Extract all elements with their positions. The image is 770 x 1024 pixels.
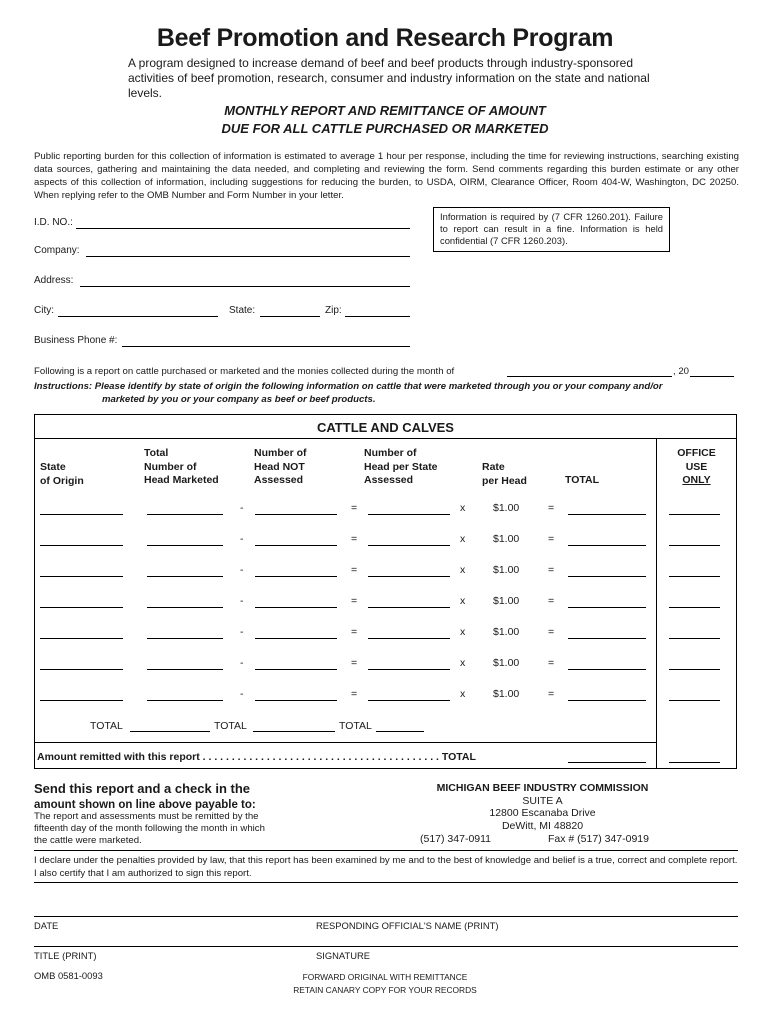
zip-label: Zip:	[325, 305, 342, 316]
head-marketed-field[interactable]	[147, 638, 223, 639]
burden-statement: Public reporting burden for this collection of information is estimated to average 1 hour per response, including the time for reviewing instructions, searching existing data sources, gathering and maintaining the data needed, and completing and reviewing the form. Send comments regarding this burden estimate or any other aspects of this collection of information, including suggestions for reducing the burden, to USDA, OIRM, Clearance Officer, Room 404-W, Washington, DC 20250. When replying refer to the OMB Number and Form Number in your letter.	[34, 151, 739, 201]
head-not-assessed-field[interactable]	[255, 576, 337, 577]
equals-operator: =	[351, 657, 358, 669]
head-assessed-field[interactable]	[368, 607, 450, 608]
commission-street: 12800 Escanaba Drive	[489, 807, 596, 819]
times-operator: x	[460, 657, 466, 669]
times-operator: x	[460, 595, 466, 607]
commission-name: MICHIGAN BEEF INDUSTRY COMMISSION	[436, 782, 649, 794]
report-month-statement: Following is a report on cattle purchased or marketed and the monies collected during the month of	[34, 366, 455, 377]
report-year-field[interactable]	[690, 376, 734, 377]
equals-operator: =	[351, 688, 358, 700]
office-use-divider	[656, 438, 657, 769]
declaration: I declare under the penalties provided by law, that this report has been examined by me and to the best of knowledge and belief is a true, correct and complete report. I also certify that I am authorized to sign this report.	[34, 855, 738, 879]
instructions-line2: marketed by you or your company as beef or beef products.	[102, 394, 376, 405]
rate-value: $1.00	[493, 657, 520, 669]
rate-value: $1.00	[493, 626, 520, 638]
times-operator: x	[460, 564, 466, 576]
total-label-3: TOTAL	[339, 720, 372, 732]
id-no-field[interactable]	[76, 228, 410, 229]
state-origin-field[interactable]	[40, 514, 123, 515]
times-operator: x	[460, 688, 466, 700]
col-rate-per-head: Rate per Head	[482, 461, 527, 487]
total-field-3[interactable]	[376, 731, 424, 732]
head-marketed-field[interactable]	[147, 545, 223, 546]
office-use-field[interactable]	[669, 607, 720, 608]
total-label-1: TOTAL	[90, 720, 123, 732]
head-not-assessed-field[interactable]	[255, 669, 337, 670]
equals-operator: =	[548, 657, 555, 669]
amount-office-field[interactable]	[669, 762, 720, 763]
col-state-of-origin: State of Origin	[40, 461, 84, 487]
equals-operator: =	[351, 502, 358, 514]
business-phone-field[interactable]	[122, 346, 410, 347]
company-field[interactable]	[86, 256, 410, 257]
head-assessed-field[interactable]	[368, 576, 450, 577]
state-origin-field[interactable]	[40, 607, 123, 608]
report-subtitle-line1: MONTHLY REPORT AND REMITTANCE OF AMOUNT	[224, 103, 546, 118]
row-total-field[interactable]	[568, 514, 646, 515]
city-field[interactable]	[58, 316, 218, 317]
head-assessed-field[interactable]	[368, 514, 450, 515]
head-marketed-field[interactable]	[147, 669, 223, 670]
row-total-field[interactable]	[568, 700, 646, 701]
state-origin-field[interactable]	[40, 545, 123, 546]
program-description: A program designed to increase demand of beef and beef products through industry-sponsored activities of beef promotion, research, consumer and industry information on the state and national levels.	[128, 56, 650, 100]
equals-operator: =	[351, 626, 358, 638]
head-not-assessed-field[interactable]	[255, 638, 337, 639]
head-marketed-field[interactable]	[147, 576, 223, 577]
row-total-field[interactable]	[568, 576, 646, 577]
rate-value: $1.00	[493, 595, 520, 607]
table-title-divider	[34, 438, 737, 439]
omb-number: OMB 0581-0093	[34, 970, 103, 981]
amount-total-field[interactable]	[568, 762, 646, 763]
equals-operator: =	[548, 595, 555, 607]
declaration-bottom-divider	[34, 882, 738, 883]
row-total-field[interactable]	[568, 638, 646, 639]
minus-operator: -	[240, 595, 244, 607]
forward-note: FORWARD ORIGINAL WITH REMITTANCE	[302, 972, 468, 982]
row-total-field[interactable]	[568, 607, 646, 608]
office-use-field[interactable]	[669, 545, 720, 546]
minus-operator: -	[240, 688, 244, 700]
state-origin-field[interactable]	[40, 638, 123, 639]
equals-operator: =	[548, 688, 555, 700]
state-origin-field[interactable]	[40, 700, 123, 701]
send-heading: Send this report and a check in the amount shown on line above payable to:	[34, 781, 256, 811]
amount-remitted-label: Amount remitted with this report . . . . . . . . . . . . . . . . . . . . . . . . . . . . . . . . . . . . . . . . . TOTAL	[37, 751, 476, 763]
rate-value: $1.00	[493, 502, 520, 514]
equals-operator: =	[351, 533, 358, 545]
zip-field[interactable]	[345, 316, 410, 317]
rate-value: $1.00	[493, 688, 520, 700]
minus-operator: -	[240, 657, 244, 669]
head-marketed-field[interactable]	[147, 607, 223, 608]
head-marketed-field[interactable]	[147, 700, 223, 701]
minus-operator: -	[240, 502, 244, 514]
instructions	[34, 380, 739, 406]
col-office-use-only: OFFICE USE ONLY	[677, 447, 716, 486]
times-operator: x	[460, 533, 466, 545]
commission-suite: SUITE A	[522, 794, 563, 807]
equals-operator: =	[351, 564, 358, 576]
state-origin-field[interactable]	[40, 669, 123, 670]
head-not-assessed-field[interactable]	[255, 607, 337, 608]
head-assessed-field[interactable]	[368, 638, 450, 639]
business-phone-label: Business Phone #:	[34, 335, 118, 346]
page-title: Beef Promotion and Research Program	[156, 24, 614, 52]
equals-operator: =	[548, 564, 555, 576]
declaration-divider	[34, 850, 738, 851]
commission-address	[400, 782, 685, 832]
office-use-field[interactable]	[669, 700, 720, 701]
state-field[interactable]	[260, 316, 320, 317]
office-use-field[interactable]	[669, 514, 720, 515]
official-name-label: RESPONDING OFFICIAL'S NAME (PRINT)	[316, 920, 499, 931]
state-label: State:	[229, 305, 256, 316]
head-assessed-field[interactable]	[368, 545, 450, 546]
times-operator: x	[460, 502, 466, 514]
date-signature-line[interactable]	[34, 916, 738, 917]
head-marketed-field[interactable]	[147, 514, 223, 515]
rate-value: $1.00	[493, 533, 520, 545]
equals-operator: =	[548, 626, 555, 638]
col-head-not-assessed: Number of Head NOT Assessed	[254, 447, 307, 486]
title-label: TITLE (PRINT)	[34, 950, 97, 961]
equals-operator: =	[548, 502, 555, 514]
col-head-assessed: Number of Head per State Assessed	[364, 447, 438, 486]
commission-city: DeWitt, MI 48820	[501, 819, 584, 832]
office-use-field[interactable]	[669, 669, 720, 670]
amount-divider	[34, 742, 656, 743]
row-total-field[interactable]	[568, 545, 646, 546]
commission-fax: Fax # (517) 347-0919	[548, 833, 649, 845]
id-no-label: I.D. NO.:	[34, 217, 73, 228]
head-assessed-field[interactable]	[368, 669, 450, 670]
send-text: The report and assessments must be remitted by the fifteenth day of the month following the month in which the cattle were marketed.	[34, 811, 265, 846]
commission-phone: (517) 347-0911	[420, 833, 492, 845]
address-field[interactable]	[80, 286, 410, 287]
address-label: Address:	[34, 275, 74, 286]
report-subtitle-line2: DUE FOR ALL CATTLE PURCHASED OR MARKETED	[221, 121, 549, 136]
minus-operator: -	[240, 626, 244, 638]
head-assessed-field[interactable]	[368, 700, 450, 701]
signature-label: SIGNATURE	[316, 950, 370, 961]
instructions-line1: Instructions: Please identify by state of origin the following information on cattle that were marketed through you or your company and/or	[34, 381, 663, 392]
row-total-field[interactable]	[568, 669, 646, 670]
date-label: DATE	[34, 920, 59, 931]
equals-operator: =	[548, 533, 555, 545]
report-year-prefix: , 20	[673, 366, 690, 377]
office-use-field[interactable]	[669, 638, 720, 639]
rate-value: $1.00	[493, 564, 520, 576]
head-not-assessed-field[interactable]	[255, 545, 337, 546]
title-signature-line[interactable]	[34, 946, 738, 947]
total-field-1[interactable]	[130, 731, 210, 732]
retain-note: RETAIN CANARY COPY FOR YOUR RECORDS	[293, 985, 477, 995]
report-month-field[interactable]	[507, 376, 672, 377]
minus-operator: -	[240, 533, 244, 545]
col-total-head-marketed: Total Number of Head Marketed	[144, 447, 219, 486]
office-use-field[interactable]	[669, 576, 720, 577]
col-total: TOTAL	[565, 474, 600, 486]
city-label: City:	[34, 305, 54, 316]
confidentiality-notice: Information is required by (7 CFR 1260.201). Failure to report can result in a fine. Information is held confidential (7 CFR 1260.203).	[433, 207, 670, 252]
head-not-assessed-field[interactable]	[255, 514, 337, 515]
company-label: Company:	[34, 245, 80, 256]
equals-operator: =	[351, 595, 358, 607]
table-title: CATTLE AND CALVES	[317, 420, 454, 435]
total-field-2[interactable]	[253, 731, 335, 732]
state-origin-field[interactable]	[40, 576, 123, 577]
minus-operator: -	[240, 564, 244, 576]
total-label-2: TOTAL	[214, 720, 247, 732]
times-operator: x	[460, 626, 466, 638]
head-not-assessed-field[interactable]	[255, 700, 337, 701]
